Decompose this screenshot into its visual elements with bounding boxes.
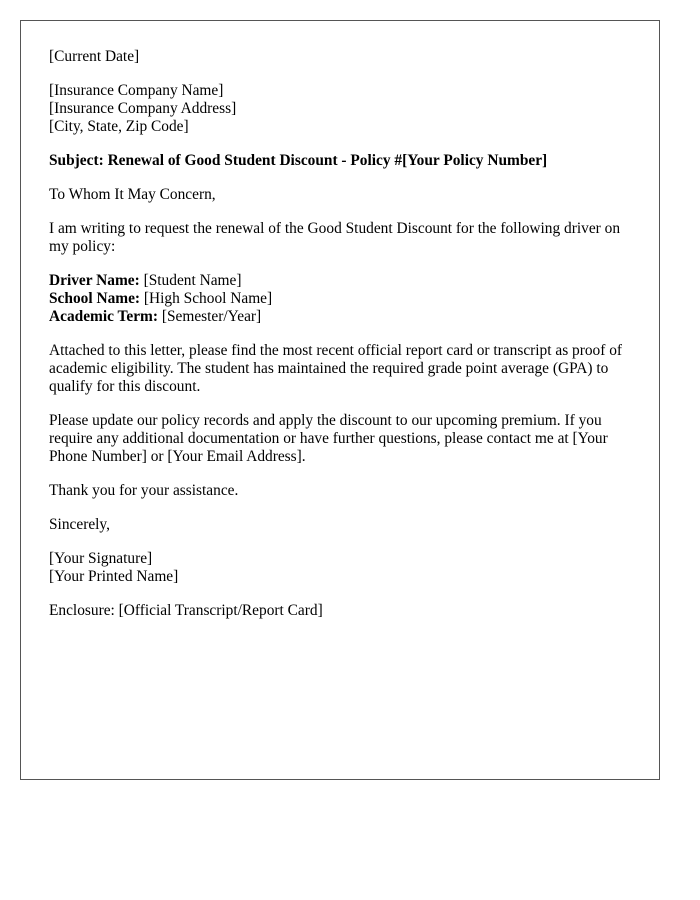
recipient-city-state-zip: [City, State, Zip Code] (49, 118, 189, 135)
attachment-paragraph: Attached to this letter, please find the most recent official report card or transcript as proof of academic eligibility. The student has maintained the required grade point average (GPA) to qualify for this discount. (49, 342, 623, 395)
printed-name-placeholder: [Your Printed Name] (49, 568, 179, 585)
recipient-block (49, 82, 639, 136)
subject-line (49, 152, 639, 170)
detail-driver-name (49, 272, 639, 290)
letter-page (20, 20, 660, 780)
signature-block (49, 550, 639, 586)
request-paragraph: Please update our policy records and apply the discount to our upcoming premium. If you require any additional documentation or have further questions, please contact me at [Your Phone Number] or [Your Email Address]. (49, 412, 608, 465)
enclosure-line: Enclosure: [Official Transcript/Report Card] (49, 602, 323, 619)
intro-paragraph: I am writing to request the renewal of the Good Student Discount for the following driver on my policy: (49, 220, 621, 255)
detail-value: [Semester/Year] (158, 308, 262, 325)
letter-date: [Current Date] (49, 48, 140, 65)
closing-line: Sincerely, (49, 516, 110, 533)
detail-academic-term (49, 308, 639, 326)
recipient-company-name: [Insurance Company Name] (49, 82, 224, 99)
recipient-company-address: [Insurance Company Address] (49, 100, 237, 117)
thanks-line: Thank you for your assistance. (49, 482, 239, 499)
salutation: To Whom It May Concern, (49, 186, 216, 203)
detail-value: [High School Name] (140, 290, 273, 307)
detail-school-name (49, 290, 639, 308)
detail-label: Academic Term: (49, 308, 158, 325)
details-block (49, 272, 639, 326)
detail-label: School Name: (49, 290, 141, 307)
signature-placeholder: [Your Signature] (49, 550, 153, 567)
detail-value: [Student Name] (139, 272, 242, 289)
subject-text: Subject: Renewal of Good Student Discount - Policy #[Your Policy Number] (49, 152, 548, 169)
detail-label: Driver Name: (49, 272, 140, 289)
letter-body (49, 48, 639, 636)
